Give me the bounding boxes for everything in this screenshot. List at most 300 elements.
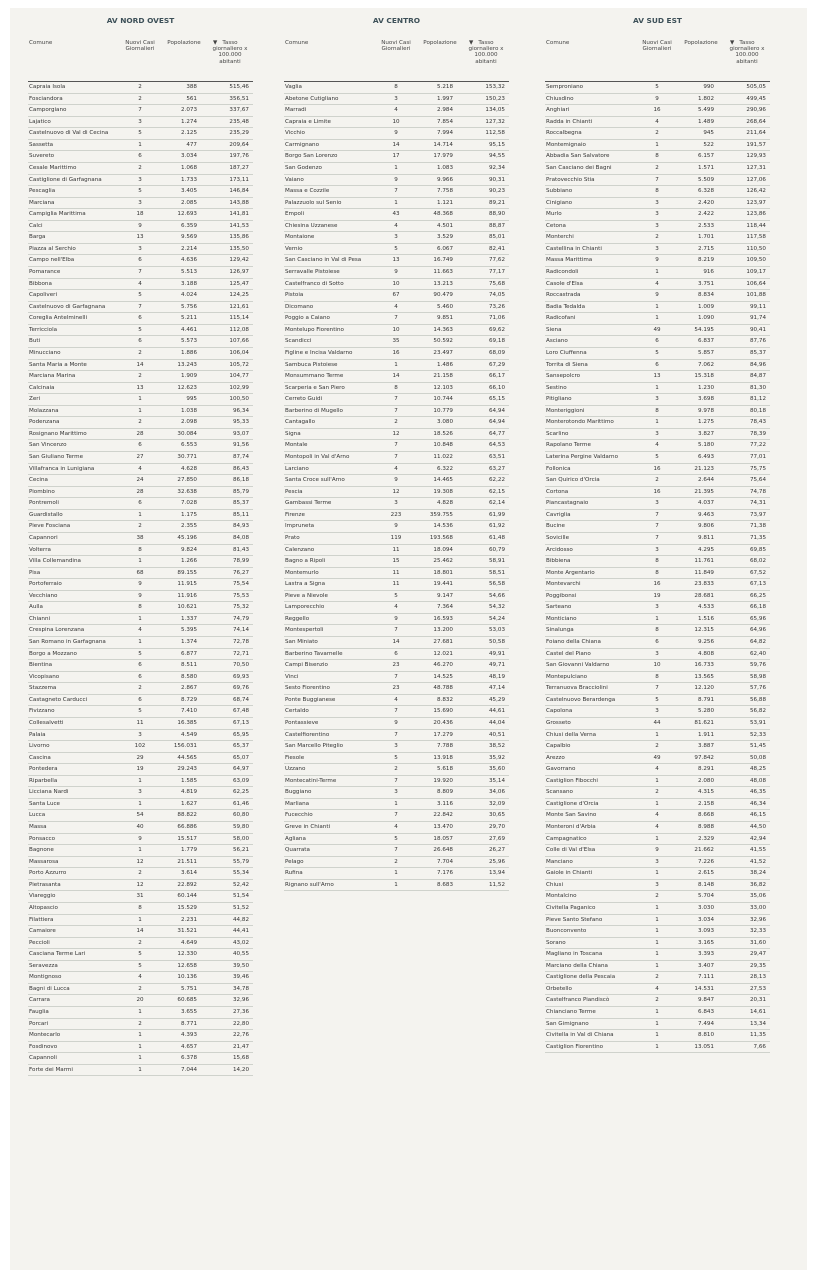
cell-comune: Monterchi <box>546 234 574 241</box>
cell-comune: Fucecchio <box>285 812 313 819</box>
cell-tasso: 63,27 <box>488 465 505 472</box>
cell-tasso: 49,71 <box>488 662 505 669</box>
cell-comune: Abetone Cutigliano <box>285 95 339 102</box>
table-row <box>28 498 253 510</box>
cell-nuovi-casi: 3 <box>655 222 659 229</box>
cell-nuovi-casi: 1 <box>138 511 142 518</box>
table-row <box>28 857 253 869</box>
table-row <box>28 232 253 244</box>
cell-popolazione: 29.243 <box>177 766 197 773</box>
cell-nuovi-casi: 16 <box>653 107 661 114</box>
cell-popolazione: 8.729 <box>180 696 197 703</box>
cell-popolazione: 4.295 <box>697 546 714 553</box>
cell-popolazione: 2.984 <box>436 107 453 114</box>
cell-tasso: 67,52 <box>749 569 766 576</box>
cell-tasso: 44,04 <box>488 719 505 726</box>
cell-tasso: 515,46 <box>229 84 249 90</box>
cell-comune: San Miniato <box>285 639 318 645</box>
cell-comune: Rignano sull'Arno <box>285 881 334 888</box>
cell-tasso: 75,54 <box>232 581 249 588</box>
table-row <box>545 175 770 187</box>
cell-tasso: 89,21 <box>488 199 505 206</box>
cell-popolazione: 11.022 <box>433 454 453 460</box>
cell-popolazione: 15.517 <box>177 835 197 842</box>
table-row <box>284 198 509 210</box>
cell-comune: Reggello <box>285 615 310 622</box>
cell-nuovi-casi: 5 <box>655 84 659 90</box>
cell-comune: San Giuliano Terme <box>29 454 84 460</box>
cell-comune: Capannori <box>29 534 58 541</box>
cell-tasso: 197,76 <box>229 153 249 160</box>
cell-nuovi-casi: 9 <box>655 257 659 264</box>
cell-nuovi-casi: 7 <box>394 777 398 784</box>
cell-comune: Asciano <box>546 338 568 345</box>
cell-popolazione: 13.565 <box>694 673 714 680</box>
table-row <box>28 406 253 418</box>
cell-nuovi-casi: 4 <box>394 604 398 611</box>
cell-nuovi-casi: 6 <box>138 315 142 322</box>
header-nuovi-casi[interactable]: Nuovi Casi Giornalieri <box>642 40 672 53</box>
cell-comune: Sambuca Pistoiese <box>285 361 338 368</box>
table-row <box>284 105 509 117</box>
cell-comune: Palazzuolo sul Senio <box>285 199 342 206</box>
cell-tasso: 27,69 <box>488 835 505 842</box>
cell-comune: Stazzema <box>29 685 57 692</box>
cell-tasso: 121,61 <box>229 303 249 310</box>
cell-tasso: 235,48 <box>229 118 249 125</box>
cell-comune: Bientina <box>29 662 53 669</box>
cell-nuovi-casi: 3 <box>394 743 398 750</box>
cell-tasso: 66,25 <box>749 592 766 599</box>
cell-tasso: 44,82 <box>232 916 249 923</box>
cell-tasso: 64,97 <box>232 766 249 773</box>
table-row <box>545 1019 770 1031</box>
header-comune[interactable]: Comune <box>285 40 309 46</box>
cell-nuovi-casi: 1 <box>138 141 142 148</box>
table-row <box>284 730 509 742</box>
panel-av-centro <box>284 14 509 891</box>
cell-comune: Casole d'Elsa <box>546 280 583 287</box>
cell-tasso: 86,43 <box>232 465 249 472</box>
cell-tasso: 66,10 <box>488 384 505 391</box>
cell-tasso: 77,17 <box>488 269 505 275</box>
cell-popolazione: 8.219 <box>697 257 714 264</box>
table-row <box>28 776 253 788</box>
cell-tasso: 235,29 <box>229 130 249 137</box>
cell-popolazione: 1.701 <box>697 234 714 241</box>
cell-popolazione: 16.385 <box>177 719 197 726</box>
sort-desc-icon[interactable]: ▼ <box>730 40 735 46</box>
cell-nuovi-casi: 5 <box>138 326 142 333</box>
cell-popolazione: 7.704 <box>436 858 453 865</box>
cell-nuovi-casi: 2 <box>655 477 659 484</box>
cell-nuovi-casi: 6 <box>138 500 142 507</box>
table-row <box>545 464 770 476</box>
cell-comune: Collesalvetti <box>29 719 64 726</box>
cell-tasso: 75,32 <box>232 604 249 611</box>
cell-nuovi-casi: 4 <box>394 465 398 472</box>
cell-comune: Piombino <box>29 488 55 495</box>
cell-tasso: 112,58 <box>485 130 505 137</box>
cell-nuovi-casi: 2 <box>138 523 142 530</box>
cell-popolazione: 8.511 <box>180 662 197 669</box>
cell-popolazione: 14.465 <box>433 477 453 484</box>
cell-popolazione: 12.623 <box>177 384 197 391</box>
table-row <box>545 1042 770 1054</box>
table-row <box>545 683 770 695</box>
cell-nuovi-casi: 1 <box>655 269 659 275</box>
cell-comune: Castiglion Fibocchi <box>546 777 598 784</box>
table-row <box>284 244 509 256</box>
cell-comune: Loro Ciuffenna <box>546 349 587 356</box>
cell-nuovi-casi: 1 <box>138 1043 142 1050</box>
table-row <box>545 348 770 360</box>
cell-comune: Cecina <box>29 477 48 484</box>
cell-comune: Pelago <box>285 858 304 865</box>
cell-comune: Podenzana <box>29 419 60 426</box>
cell-popolazione: 88.822 <box>177 812 197 819</box>
table-row <box>28 209 253 221</box>
cell-popolazione: 6.877 <box>180 650 197 657</box>
cell-nuovi-casi: 2 <box>655 130 659 137</box>
cell-popolazione: 1.230 <box>697 384 714 391</box>
table-row <box>545 105 770 117</box>
cell-tasso: 91,56 <box>232 442 249 449</box>
cell-comune: Fivizzano <box>29 708 55 715</box>
cell-nuovi-casi: 3 <box>394 234 398 241</box>
cell-nuovi-casi: 16 <box>653 581 661 588</box>
cell-popolazione: 16.733 <box>694 662 714 669</box>
cell-tasso: 126,42 <box>746 188 766 195</box>
table-row <box>284 776 509 788</box>
cell-popolazione: 4.533 <box>697 604 714 611</box>
cell-comune: Montopoli in Val d'Arno <box>285 454 350 460</box>
table-row <box>284 360 509 372</box>
sort-desc-icon[interactable]: ▼ <box>213 40 218 46</box>
cell-comune: Chiusdino <box>546 95 574 102</box>
table-row <box>28 1042 253 1054</box>
cell-tasso: 64,77 <box>488 430 505 437</box>
cell-nuovi-casi: 2 <box>138 164 142 171</box>
cell-comune: Carmignano <box>285 141 320 148</box>
cell-popolazione: 1.175 <box>180 511 197 518</box>
cell-popolazione: 15.690 <box>433 708 453 715</box>
table-row <box>545 302 770 314</box>
cell-nuovi-casi: 1 <box>394 870 398 877</box>
table-row <box>545 822 770 834</box>
cell-tasso: 32,09 <box>488 800 505 807</box>
cell-nuovi-casi: 1 <box>655 1032 659 1039</box>
table-row <box>284 787 509 799</box>
cell-popolazione: 1.909 <box>180 373 197 380</box>
cell-popolazione: 7.176 <box>436 870 453 877</box>
cell-comune: Radda in Chianti <box>546 118 593 125</box>
cell-comune: Buonconvento <box>546 928 587 935</box>
table-row <box>28 718 253 730</box>
cell-nuovi-casi: 5 <box>655 349 659 356</box>
cell-nuovi-casi: 7 <box>138 303 142 310</box>
cell-nuovi-casi: 17 <box>392 153 400 160</box>
cell-tasso: 27,53 <box>749 985 766 992</box>
cell-comune: Massa Marittima <box>546 257 593 264</box>
table-row <box>28 730 253 742</box>
table-row <box>28 903 253 915</box>
cell-tasso: 43,02 <box>232 939 249 946</box>
cell-comune: Montale <box>285 442 308 449</box>
cell-popolazione: 4.657 <box>180 1043 197 1050</box>
cell-popolazione: 7.788 <box>436 743 453 750</box>
cell-tasso: 14,61 <box>749 1009 766 1015</box>
cell-comune: Minucciano <box>29 349 61 356</box>
cell-nuovi-casi: 1 <box>655 615 659 622</box>
cell-popolazione: 3.827 <box>697 430 714 437</box>
cell-tasso: 69,62 <box>488 326 505 333</box>
cell-tasso: 57,76 <box>749 685 766 692</box>
cell-tasso: 61,48 <box>488 534 505 541</box>
cell-comune: Riparbella <box>29 777 58 784</box>
cell-comune: Lucca <box>29 812 46 819</box>
cell-tasso: 505,05 <box>746 84 766 90</box>
table-row <box>284 568 509 580</box>
cell-tasso: 127,32 <box>485 118 505 125</box>
cell-tasso: 499,45 <box>746 95 766 102</box>
cell-comune: San Vincenzo <box>29 442 67 449</box>
report-sheet <box>10 8 807 1270</box>
cell-popolazione: 31.521 <box>177 928 197 935</box>
cell-popolazione: 6.328 <box>697 188 714 195</box>
cell-nuovi-casi: 29 <box>136 754 144 761</box>
cell-comune: San Gimignano <box>546 1020 589 1027</box>
cell-tasso: 88,90 <box>488 211 505 218</box>
cell-tasso: 7,66 <box>753 1043 766 1050</box>
cell-tasso: 35,92 <box>488 754 505 761</box>
table-row <box>28 151 253 163</box>
table-row <box>284 545 509 557</box>
cell-nuovi-casi: 5 <box>394 835 398 842</box>
table-row <box>28 279 253 291</box>
cell-nuovi-casi: 49 <box>653 326 661 333</box>
cell-nuovi-casi: 4 <box>655 280 659 287</box>
cell-nuovi-casi: 9 <box>394 130 398 137</box>
cell-tasso: 74,79 <box>232 615 249 622</box>
cell-comune: Montemignaio <box>546 141 586 148</box>
cell-comune: Castelfranco Piandiscò <box>546 997 610 1004</box>
header-tasso[interactable]: Tasso giornaliero x 100.000 abitanti <box>468 40 504 65</box>
header-tasso[interactable]: Tasso giornaliero x 100.000 abitanti <box>729 40 765 65</box>
cell-nuovi-casi: 1 <box>655 870 659 877</box>
sort-desc-icon[interactable]: ▼ <box>469 40 474 46</box>
cell-nuovi-casi: 8 <box>138 546 142 553</box>
cell-tasso: 123,97 <box>746 199 766 206</box>
cell-nuovi-casi: 9 <box>394 477 398 484</box>
cell-comune: Empoli <box>285 211 305 218</box>
cell-tasso: 46,15 <box>749 812 766 819</box>
header-comune[interactable]: Comune <box>29 40 53 46</box>
table-row <box>545 834 770 846</box>
cell-popolazione: 21.511 <box>177 858 197 865</box>
cell-tasso: 85,79 <box>232 488 249 495</box>
table-row <box>28 891 253 903</box>
cell-popolazione: 9.824 <box>180 546 197 553</box>
cell-popolazione: 12.103 <box>433 384 453 391</box>
table-row <box>284 371 509 383</box>
cell-comune: Scansano <box>546 789 573 796</box>
cell-tasso: 32,96 <box>749 916 766 923</box>
cell-comune: Chiusi della Verna <box>546 731 597 738</box>
cell-tasso: 32,33 <box>749 928 766 935</box>
cell-nuovi-casi: 28 <box>136 430 144 437</box>
cell-tasso: 356,51 <box>229 95 249 102</box>
table-row <box>28 649 253 661</box>
header-popolazione[interactable]: Popolazione <box>423 40 457 46</box>
table-row <box>545 452 770 464</box>
table-row <box>28 579 253 591</box>
cell-popolazione: 2.867 <box>180 685 197 692</box>
cell-comune: Ponte Buggianese <box>285 696 336 703</box>
table-row <box>284 394 509 406</box>
table-row <box>545 290 770 302</box>
cell-tasso: 77,01 <box>749 454 766 460</box>
table-row <box>545 267 770 279</box>
cell-popolazione: 13.213 <box>433 280 453 287</box>
cell-comune: Livorno <box>29 743 50 750</box>
cell-comune: Campagnatico <box>546 835 587 842</box>
cell-popolazione: 3.393 <box>697 951 714 958</box>
cell-nuovi-casi: 6 <box>138 696 142 703</box>
cell-nuovi-casi: 4 <box>138 627 142 634</box>
cell-nuovi-casi: 8 <box>655 569 659 576</box>
cell-tasso: 81,12 <box>749 396 766 403</box>
cell-popolazione: 7.044 <box>180 1066 197 1073</box>
cell-nuovi-casi: 18 <box>136 211 144 218</box>
cell-nuovi-casi: 6 <box>655 361 659 368</box>
table-row <box>545 810 770 822</box>
cell-popolazione: 5.280 <box>697 708 714 715</box>
cell-nuovi-casi: 19 <box>136 766 144 773</box>
cell-comune: Siena <box>546 326 562 333</box>
cell-nuovi-casi: 3 <box>655 199 659 206</box>
cell-tasso: 129,42 <box>229 257 249 264</box>
cell-popolazione: 8.580 <box>180 673 197 680</box>
table-row <box>28 140 253 152</box>
cell-comune: Uzzano <box>285 766 306 773</box>
table-row <box>545 602 770 614</box>
header-popolazione[interactable]: Popolazione <box>684 40 718 46</box>
table-row <box>284 255 509 267</box>
header-comune[interactable]: Comune <box>546 40 570 46</box>
header-nuovi-casi[interactable]: Nuovi Casi Giornalieri <box>381 40 411 53</box>
cell-nuovi-casi: 2 <box>655 164 659 171</box>
cell-tasso: 60,80 <box>232 812 249 819</box>
cell-comune: Forte dei Marmi <box>29 1066 73 1073</box>
cell-tasso: 62,25 <box>232 789 249 796</box>
cell-popolazione: 66.886 <box>177 824 197 830</box>
cell-popolazione: 916 <box>703 269 714 275</box>
cell-popolazione: 18.094 <box>433 546 453 553</box>
cell-comune: Altopascio <box>29 904 58 911</box>
header-nuovi-casi[interactable]: Nuovi Casi Giornalieri <box>125 40 155 53</box>
cell-nuovi-casi: 31 <box>136 893 144 900</box>
cell-tasso: 69,85 <box>749 546 766 553</box>
table-row <box>284 302 509 314</box>
cell-comune: Bagnone <box>29 847 54 854</box>
cell-popolazione: 44.565 <box>177 754 197 761</box>
cell-comune: Lastra a Signa <box>285 581 325 588</box>
cell-comune: Fauglia <box>29 1009 49 1015</box>
cell-nuovi-casi: 8 <box>138 904 142 911</box>
table-row <box>545 799 770 811</box>
table-row <box>545 279 770 291</box>
header-popolazione[interactable]: Popolazione <box>167 40 201 46</box>
table-row <box>545 891 770 903</box>
cell-comune: Monteriggioni <box>546 407 585 414</box>
header-tasso[interactable]: Tasso giornaliero x 100.000 abitanti <box>212 40 248 65</box>
cell-nuovi-casi: 9 <box>138 835 142 842</box>
cell-popolazione: 11.761 <box>694 558 714 565</box>
cell-popolazione: 1.779 <box>180 847 197 854</box>
table-row <box>545 255 770 267</box>
cell-nuovi-casi: 3 <box>655 604 659 611</box>
table-row <box>284 834 509 846</box>
cell-popolazione: 4.024 <box>180 292 197 299</box>
cell-comune: Anghiari <box>546 107 570 114</box>
cell-tasso: 66,17 <box>488 373 505 380</box>
cell-popolazione: 4.501 <box>436 222 453 229</box>
cell-popolazione: 21.123 <box>694 465 714 472</box>
cell-popolazione: 4.819 <box>180 789 197 796</box>
table-header <box>545 38 770 82</box>
table-row <box>28 868 253 880</box>
cell-tasso: 100,50 <box>229 396 249 403</box>
table-row <box>545 140 770 152</box>
cell-nuovi-casi: 4 <box>655 812 659 819</box>
cell-tasso: 62,14 <box>488 500 505 507</box>
table-row <box>284 163 509 175</box>
cell-nuovi-casi: 12 <box>392 430 400 437</box>
table-row <box>284 336 509 348</box>
cell-comune: Signa <box>285 430 301 437</box>
cell-popolazione: 12.693 <box>177 211 197 218</box>
cell-tasso: 95,15 <box>488 141 505 148</box>
cell-popolazione: 46.270 <box>433 662 453 669</box>
cell-tasso: 94,55 <box>488 153 505 160</box>
cell-tasso: 109,17 <box>746 269 766 275</box>
cell-popolazione: 3.080 <box>436 419 453 426</box>
cell-tasso: 46,35 <box>749 789 766 796</box>
cell-popolazione: 4.393 <box>180 1032 197 1039</box>
cell-comune: Calenzano <box>285 546 315 553</box>
cell-popolazione: 30.084 <box>177 430 197 437</box>
cell-tasso: 78,43 <box>749 419 766 426</box>
table-row <box>284 498 509 510</box>
cell-nuovi-casi: 11 <box>392 581 400 588</box>
cell-popolazione: 388 <box>186 84 197 90</box>
cell-popolazione: 13.051 <box>694 1043 714 1050</box>
table-row <box>28 1030 253 1042</box>
cell-nuovi-casi: 5 <box>138 951 142 958</box>
cell-comune: Castiglione d'Orcia <box>546 800 599 807</box>
table-row <box>284 799 509 811</box>
cell-popolazione: 13.470 <box>433 824 453 830</box>
cell-tasso: 124,25 <box>229 292 249 299</box>
cell-popolazione: 8.291 <box>697 766 714 773</box>
cell-comune: Villafranca in Lunigiana <box>29 465 95 472</box>
table-row <box>545 625 770 637</box>
cell-popolazione: 6.843 <box>697 1009 714 1015</box>
cell-comune: Vinci <box>285 673 299 680</box>
cell-tasso: 32,96 <box>232 997 249 1004</box>
cell-nuovi-casi: 7 <box>394 442 398 449</box>
